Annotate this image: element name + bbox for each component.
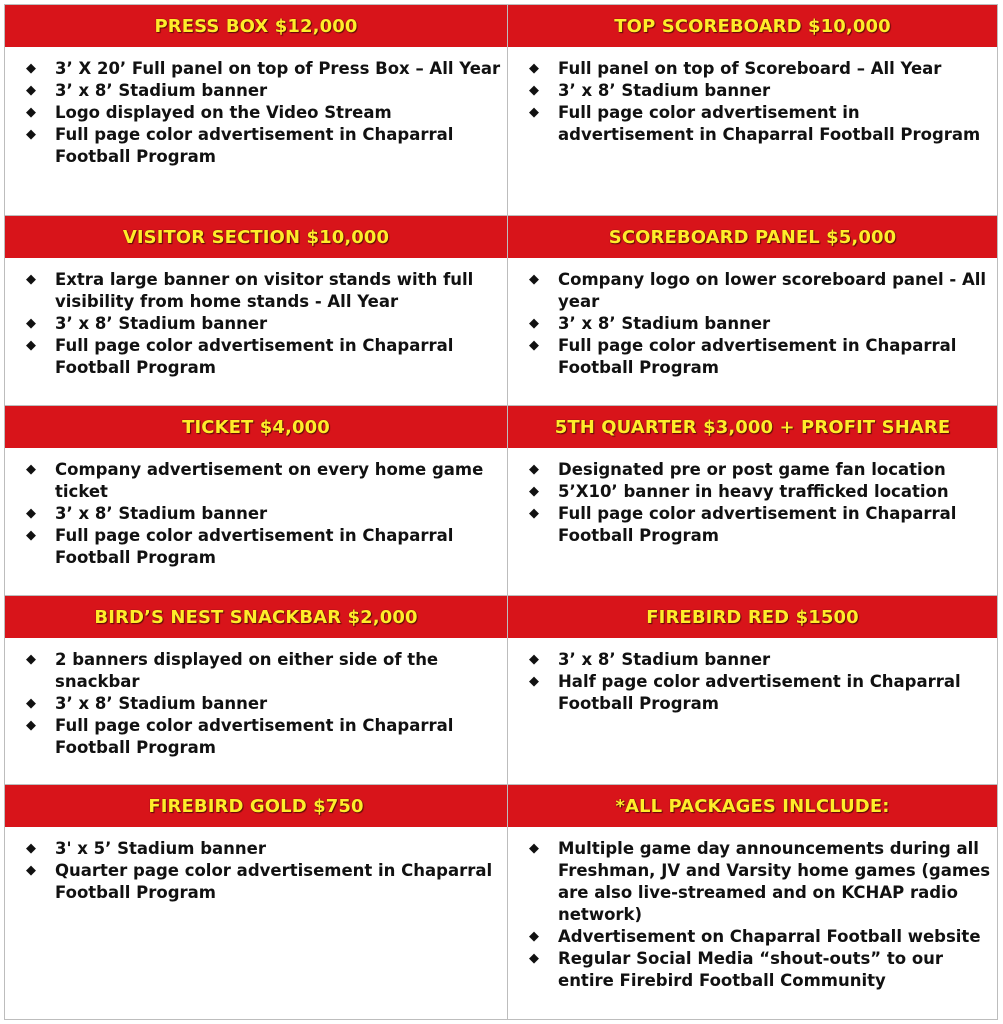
diamond-bullet-icon: ◆: [529, 316, 539, 331]
package-title: SCOREBOARD PANEL $5,000: [508, 216, 997, 258]
benefit-item: ◆ Full panel on top of Scoreboard – All Year: [529, 59, 942, 78]
benefit-item: ◆ Multiple game day announcements during all Freshman, JV and Varsity home games (games are also live-streamed and on KCHAP radio network): [529, 839, 991, 924]
benefit-item: ◆ Designated pre or post game fan location: [529, 460, 946, 479]
benefit-item: ◆ Full page color advertisement in Chaparral Football Program: [26, 526, 454, 567]
diamond-bullet-icon: ◆: [26, 528, 36, 543]
benefit-item: ◆ 2 banners displayed on either side of the snackbar: [26, 650, 439, 691]
benefit-item: ◆ 3’ x 8’ Stadium banner: [26, 81, 268, 100]
package-title: *ALL PACKAGES INLCLUDE:: [508, 785, 997, 827]
diamond-bullet-icon: ◆: [26, 718, 36, 733]
diamond-bullet-icon: ◆: [26, 696, 36, 711]
package-benefits: [5, 448, 507, 569]
package-cell: [5, 5, 508, 216]
package-title: TICKET $4,000: [5, 406, 507, 448]
diamond-bullet-icon: ◆: [529, 652, 539, 667]
diamond-bullet-icon: ◆: [529, 506, 539, 521]
sponsorship-packages-table: [4, 4, 998, 1020]
benefit-item: ◆ Advertisement on Chaparral Football website: [529, 927, 981, 946]
benefit-item: ◆ Company advertisement on every home game ticket: [26, 460, 484, 501]
benefit-item: ◆ Half page color advertisement in Chaparral Football Program: [529, 672, 961, 713]
diamond-bullet-icon: ◆: [26, 61, 36, 76]
benefit-item: ◆ Company logo on lower scoreboard panel - All year: [529, 270, 987, 311]
benefit-item: ◆ 5’X10’ banner in heavy trafficked location: [529, 482, 949, 501]
diamond-bullet-icon: ◆: [26, 462, 36, 477]
diamond-bullet-icon: ◆: [26, 105, 36, 120]
package-title: FIREBIRD RED $1500: [508, 596, 997, 638]
package-benefits: [508, 258, 997, 379]
package-benefits: [5, 258, 507, 379]
package-benefits: [508, 47, 997, 146]
benefit-item: ◆ 3’ x 8’ Stadium banner: [26, 314, 268, 333]
diamond-bullet-icon: ◆: [529, 338, 539, 353]
diamond-bullet-icon: ◆: [26, 652, 36, 667]
package-cell: [5, 785, 508, 1019]
benefit-item: ◆ 3’ x 8’ Stadium banner: [26, 504, 268, 523]
diamond-bullet-icon: ◆: [529, 674, 539, 689]
benefit-item: ◆ 3’ x 8’ Stadium banner: [529, 81, 771, 100]
package-cell: [5, 596, 508, 785]
diamond-bullet-icon: ◆: [26, 506, 36, 521]
benefit-item: ◆ 3’ x 8’ Stadium banner: [26, 694, 268, 713]
diamond-bullet-icon: ◆: [26, 83, 36, 98]
benefit-item: ◆ Full page color advertisement in Chaparral Football Program: [26, 125, 454, 166]
package-benefits: [508, 448, 997, 547]
benefit-item: ◆ Logo displayed on the Video Stream: [26, 103, 392, 122]
package-benefits: [5, 827, 507, 904]
package-cell: [5, 406, 508, 596]
diamond-bullet-icon: ◆: [529, 462, 539, 477]
package-cell: [508, 216, 997, 406]
diamond-bullet-icon: ◆: [529, 951, 539, 966]
benefit-item: ◆ Full page color advertisement in advertisement in Chaparral Football Program: [529, 103, 981, 144]
package-title: BIRD’S NEST SNACKBAR $2,000: [5, 596, 507, 638]
benefit-item: ◆ Quarter page color advertisement in Chaparral Football Program: [26, 861, 493, 902]
package-benefits: [508, 827, 997, 992]
benefit-item: ◆ 3’ X 20’ Full panel on top of Press Box – All Year: [26, 59, 501, 78]
diamond-bullet-icon: ◆: [529, 105, 539, 120]
benefit-item: ◆ Extra large banner on visitor stands with full visibility from home stands - All Year: [26, 270, 474, 311]
diamond-bullet-icon: ◆: [529, 929, 539, 944]
package-cell: [5, 216, 508, 406]
benefit-item: ◆ Full page color advertisement in Chaparral Football Program: [26, 336, 454, 377]
benefit-item: ◆ Regular Social Media “shout-outs” to our entire Firebird Football Community: [529, 949, 944, 990]
package-benefits: [5, 638, 507, 759]
package-cell: [508, 5, 997, 216]
diamond-bullet-icon: ◆: [529, 841, 539, 856]
package-title: TOP SCOREBOARD $10,000: [508, 5, 997, 47]
package-benefits: [5, 47, 507, 168]
benefit-item: ◆ Full page color advertisement in Chaparral Football Program: [529, 504, 957, 545]
diamond-bullet-icon: ◆: [529, 83, 539, 98]
diamond-bullet-icon: ◆: [26, 272, 36, 287]
package-title: VISITOR SECTION $10,000: [5, 216, 507, 258]
diamond-bullet-icon: ◆: [26, 841, 36, 856]
benefit-item: ◆ Full page color advertisement in Chaparral Football Program: [26, 716, 454, 757]
diamond-bullet-icon: ◆: [26, 127, 36, 142]
package-benefits: [508, 638, 997, 715]
benefit-item: ◆ 3' x 5’ Stadium banner: [26, 839, 266, 858]
diamond-bullet-icon: ◆: [529, 61, 539, 76]
diamond-bullet-icon: ◆: [529, 272, 539, 287]
package-title: FIREBIRD GOLD $750: [5, 785, 507, 827]
benefit-item: ◆ Full page color advertisement in Chaparral Football Program: [529, 336, 957, 377]
package-title: PRESS BOX $12,000: [5, 5, 507, 47]
package-title: 5TH QUARTER $3,000 + PROFIT SHARE: [508, 406, 997, 448]
benefit-item: ◆ 3’ x 8’ Stadium banner: [529, 650, 771, 669]
package-cell: [508, 406, 997, 596]
diamond-bullet-icon: ◆: [26, 863, 36, 878]
benefit-item: ◆ 3’ x 8’ Stadium banner: [529, 314, 771, 333]
package-cell: [508, 596, 997, 785]
package-cell: [508, 785, 997, 1019]
diamond-bullet-icon: ◆: [26, 316, 36, 331]
diamond-bullet-icon: ◆: [529, 484, 539, 499]
diamond-bullet-icon: ◆: [26, 338, 36, 353]
